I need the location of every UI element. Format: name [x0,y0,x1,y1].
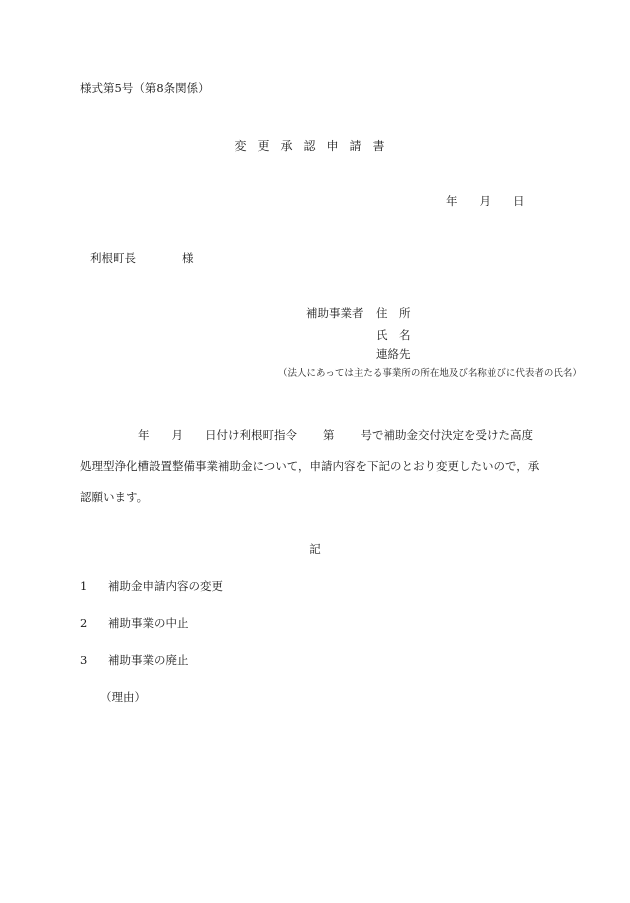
addressee-name: 利根町長 [90,251,136,265]
addressee-honorific: 様 [182,251,194,265]
applicant-contact-label: 連絡先 [376,347,411,361]
applicant-label: 補助事業者 [306,306,364,320]
item-label: 補助事業の中止 [108,616,189,630]
body-line-1 [80,420,550,451]
item-number: 3 [80,653,88,667]
date-month-label: 月 [479,194,491,208]
body-date-order: 日付け利根町指令 [205,428,297,442]
list-item [80,615,189,631]
item-label: 補助金申請内容の変更 [108,579,223,593]
date-year-label: 年 [446,194,458,208]
item-number: 1 [80,579,88,593]
reason-label: （理由） [100,690,146,704]
date-day-label: 日 [513,194,525,208]
body-year: 年 [138,428,150,442]
ki-heading: 記 [309,542,321,556]
body-paragraph [80,420,550,513]
body-grant-decision: 号で補助金交付決定を受けた高度 [360,428,533,442]
body-line-3: 認願います。 [80,490,149,504]
list-item [80,578,223,594]
form-number: 様式第5号（第8条関係） [80,81,210,95]
document-title: 変更承認申請書 [234,139,396,153]
body-month: 月 [171,428,183,442]
item-number: 2 [80,616,88,630]
item-label: 補助事業の廃止 [108,653,189,667]
applicant-note: （法人にあっては主たる事業所の所在地及び名称並びに代表者の氏名） [278,368,582,379]
body-order-number: 第 [323,428,335,442]
addressee [90,250,194,266]
applicant-address-label: 住 所 [376,306,411,320]
applicant-name-label: 氏 名 [376,328,411,342]
date-line [446,193,525,209]
body-line-2: 処理型浄化槽設置整備事業補助金について，申請内容を下記のとおり変更したいので，承 [80,459,540,473]
list-item [80,652,189,668]
